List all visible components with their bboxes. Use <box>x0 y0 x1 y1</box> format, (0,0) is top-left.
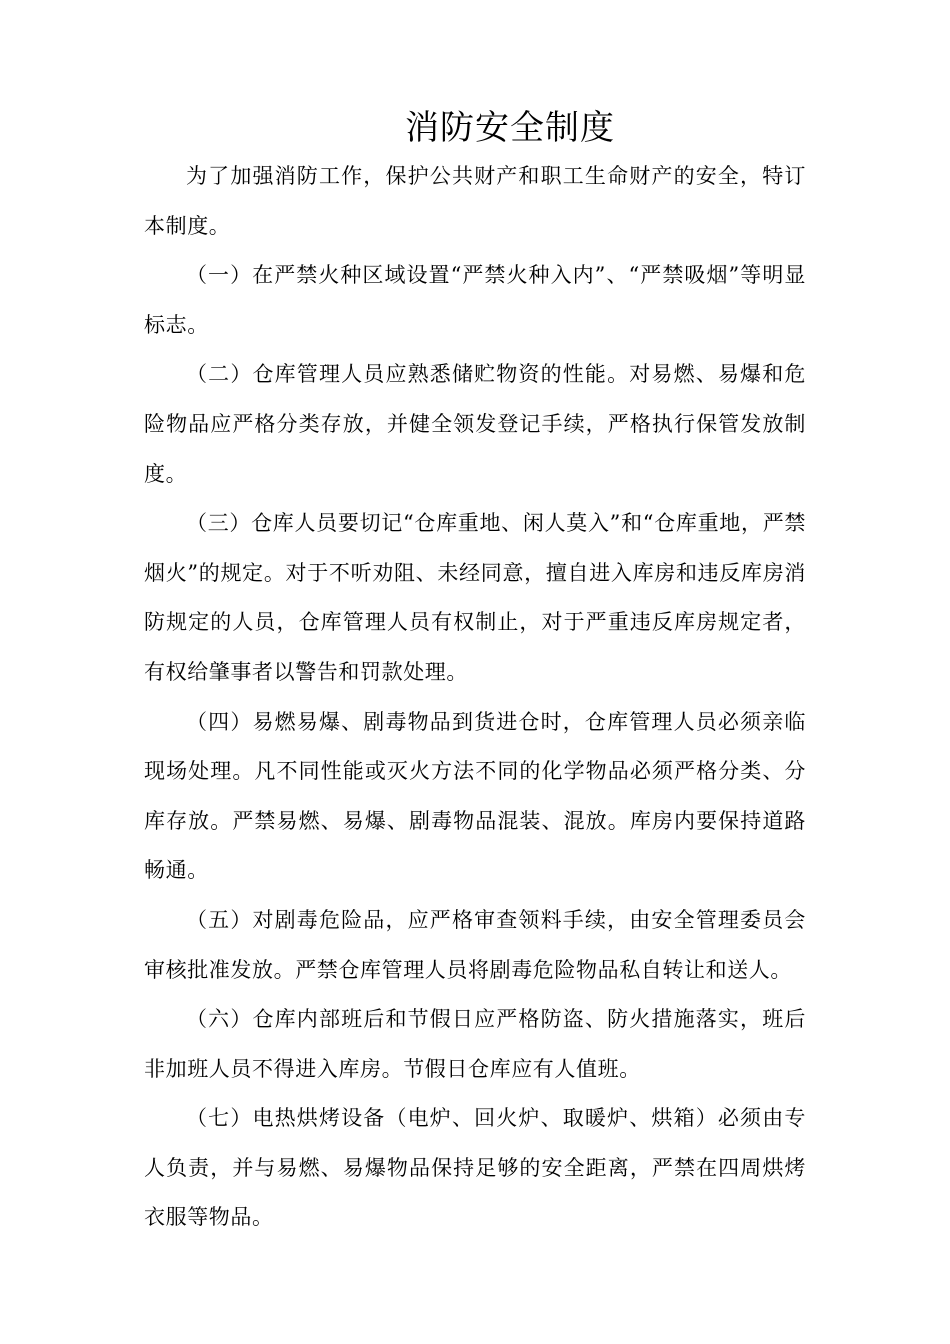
paragraph-2: （二）仓库管理人员应熟悉储贮物资的性能。对易燃、易爆和危险物品应严格分类存放，并健全领发登记手续，严格执行保管发放制度。 <box>144 362 806 486</box>
paragraph-5: （五）对剧毒危险品，应严格审查领料手续，由安全管理委员会审核批准发放。严禁仓库管理人员将剧毒危险物品私自转让和送人。 <box>144 907 806 982</box>
document-title: 消防安全制度 <box>405 108 615 148</box>
document-body <box>144 152 806 1243</box>
paragraph-1: （一）在严禁火种区域设置“严禁火种入内”、“严禁吸烟”等明显标志。 <box>144 263 806 337</box>
paragraph-4: （四）易燃易爆、剧毒物品到货进仓时，仓库管理人员必须亲临现场处理。凡不同性能或灭火方法不同的化学物品必须严格分类、分库存放。严禁易燃、易爆、剧毒物品混装、混放。库房内要保持道路畅通。 <box>144 709 806 883</box>
paragraph-intro: 为了加强消防工作，保护公共财产和职工生命财产的安全，特订本制度。 <box>144 164 806 238</box>
paragraph-3: （三）仓库人员要切记“仓库重地、闲人莫入”和“仓库重地，严禁烟火”的规定。对于不听劝阻、未经同意，擅自进入库房和违反库房消防规定的人员，仓库管理人员有权制止，对于严重违反库房规定者，有权给肇事者以警告和罚款处理。 <box>144 511 806 684</box>
paragraph-7: （七）电热烘烤设备（电炉、回火炉、取暖炉、烘箱）必须由专人负责，并与易燃、易爆物品保持足够的安全距离，严禁在四周烘烤衣服等物品。 <box>144 1106 806 1230</box>
paragraph-6: （六）仓库内部班后和节假日应严格防盗、防火措施落实，班后非加班人员不得进入库房。节假日仓库应有人值班。 <box>144 1007 806 1081</box>
